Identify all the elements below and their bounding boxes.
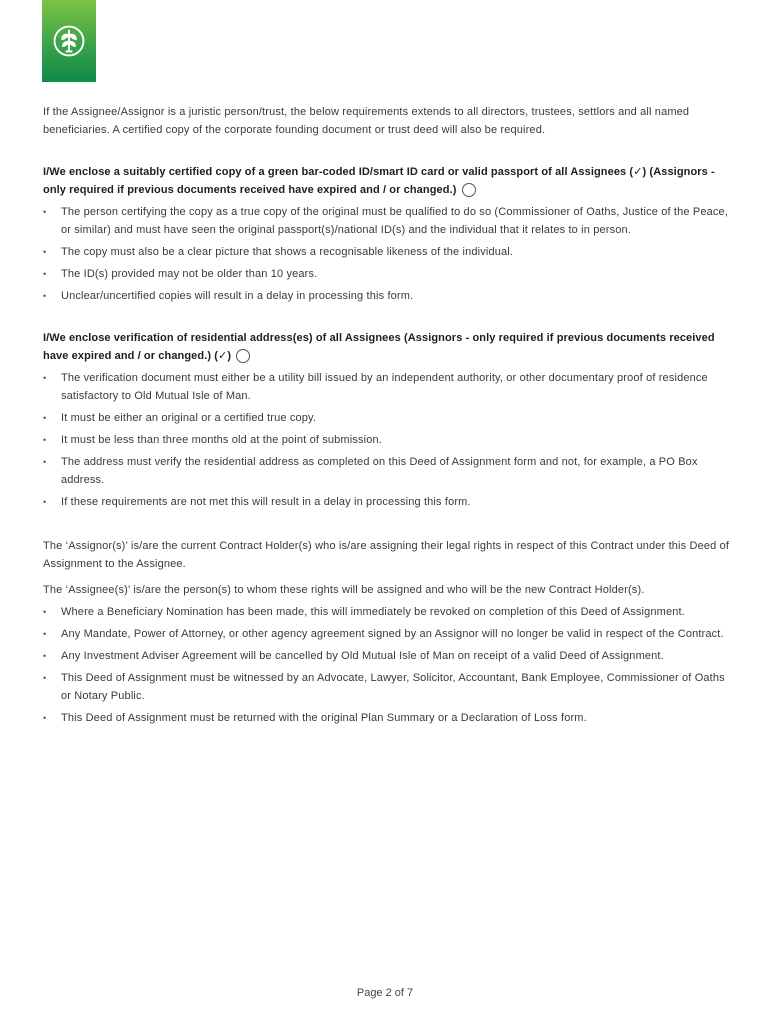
list-item: • The copy must also be a clear picture that shows a recognisable likeness of the individual.: [43, 243, 733, 261]
id-checkbox[interactable]: [462, 183, 476, 197]
id-section: [43, 163, 733, 305]
old-mutual-tree-icon: [52, 24, 86, 58]
list-item: • Any Mandate, Power of Attorney, or other agency agreement signed by an Assignor will no longer be valid in respect of the Contract.: [43, 625, 733, 643]
list-item: • The address must verify the residential address as completed on this Deed of Assignment form and not, for example, a PO Box address.: [43, 453, 733, 489]
list-item: • If these requirements are not met this will result in a delay in processing this form.: [43, 493, 733, 511]
list-item: • The person certifying the copy as a true copy of the original must be qualified to do so (Commissioner of Oaths, Justice of the Peace, or similar) and must have seen the original passport(s)/national ID(s) and the individual that it relates to in person.: [43, 203, 733, 239]
list-item: • The ID(s) provided may not be older than 10 years.: [43, 265, 733, 283]
list-item: • The verification document must either be a utility bill issued by an independent authority, or other documentary proof of residence satisfactory to Old Mutual Isle of Man.: [43, 369, 733, 405]
list-item: • It must be less than three months old at the point of submission.: [43, 431, 733, 449]
definitions-section: [43, 537, 733, 727]
intro-paragraph: If the Assignee/Assignor is a juristic person/trust, the below requirements extends to all directors, trustees, settlors and all named beneficiaries. A certified copy of the corporate founding document or trust deed will also be required.: [43, 106, 690, 136]
page-number: Page 2 of 7: [356, 987, 414, 999]
list-item: • Where a Beneficiary Nomination has been made, this will immediately be revoked on completion of this Deed of Assignment.: [43, 603, 733, 621]
address-requirements-list: [43, 369, 733, 511]
list-item: • This Deed of Assignment must be returned with the original Plan Summary or a Declaration of Loss form.: [43, 709, 733, 727]
document-body: [43, 103, 733, 731]
list-item: • It must be either an original or a certified true copy.: [43, 409, 733, 427]
assignor-definition: The ‘Assignor(s)’ is/are the current Contract Holder(s) who is/are assigning their legal rights in respect of this Contract under this Deed of Assignment to the Assignee.: [43, 540, 730, 570]
list-item: • Unclear/uncertified copies will result in a delay in processing this form.: [43, 287, 733, 305]
id-requirements-list: [43, 203, 733, 305]
id-section-heading: I/We enclose a suitably certified copy of a green bar-coded ID/smart ID card or valid passport of all Assignees (✓) (Assignors - only required if previous documents received have expired and / or changed.): [43, 166, 715, 196]
address-checkbox[interactable]: [236, 349, 250, 363]
address-section: [43, 329, 733, 511]
list-item: • Any Investment Adviser Agreement will be cancelled by Old Mutual Isle of Man on receipt of a valid Deed of Assignment.: [43, 647, 733, 665]
logo: [42, 0, 96, 82]
assignee-definition: The ‘Assignee(s)’ is/are the person(s) to whom these rights will be assigned and who will be the new Contract Holder(s).: [43, 584, 645, 596]
address-section-heading: I/We enclose verification of residential address(es) of all Assignees (Assignors - only required if previous documents received have expired and / or changed.) (✓): [43, 332, 715, 362]
definitions-list: [43, 603, 733, 727]
list-item: • This Deed of Assignment must be witnessed by an Advocate, Lawyer, Solicitor, Accountant, Bank Employee, Commissioner of Oaths or Notary Public.: [43, 669, 733, 705]
